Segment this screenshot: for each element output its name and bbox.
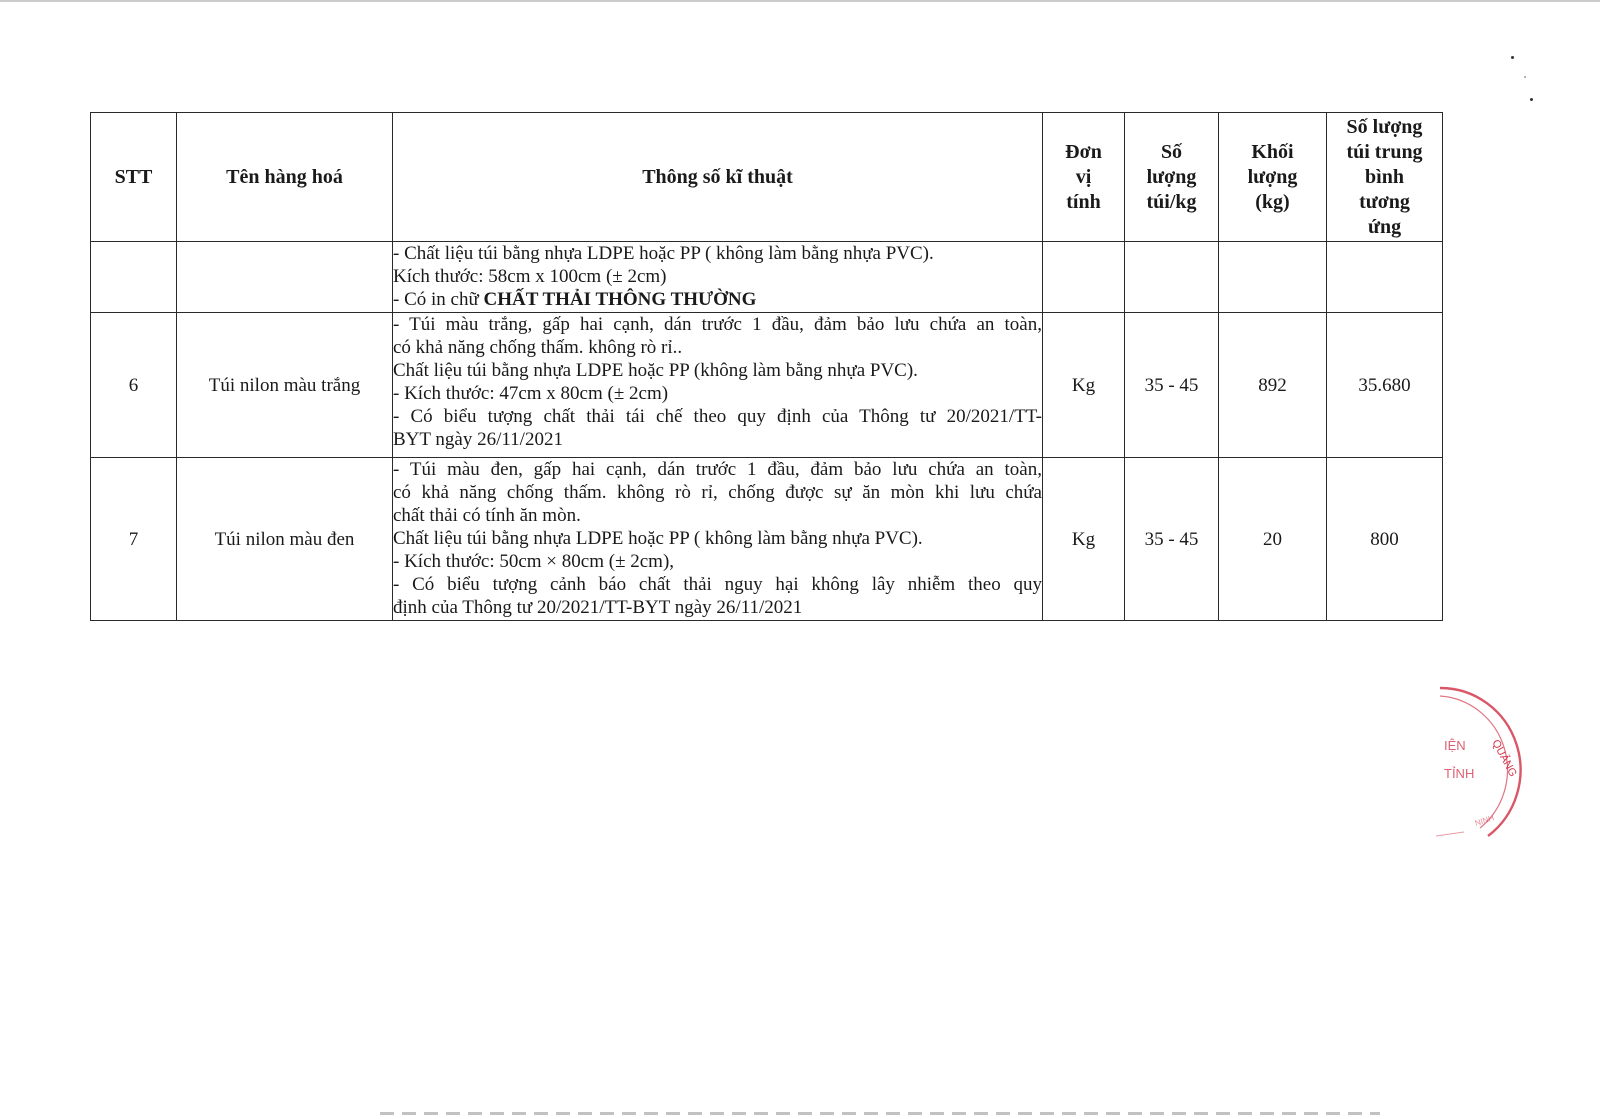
header-avg-line: Số lượng: [1346, 115, 1423, 138]
spec-line: định của Thông tư 20/2021/TT-BYT ngày 26/11/2021: [393, 597, 803, 618]
cell-name: [177, 242, 393, 313]
cell-weight: 20: [1219, 458, 1327, 621]
header-avg-line: ứng: [1367, 215, 1402, 238]
header-unit-line: tính: [1066, 190, 1101, 213]
spec-line: Kích thước: 58cm x 100cm (± 2cm): [393, 266, 667, 287]
header-row: [91, 113, 1443, 242]
spec-line: có khả năng chống thấm. không rò rỉ, chống được sự ăn mòn khi lưu chứa: [393, 482, 1042, 503]
header-avg-count: [1327, 113, 1443, 242]
cell-unit: Kg: [1043, 313, 1125, 458]
cell-spec: [393, 458, 1043, 621]
header-avg-line: bình: [1365, 165, 1404, 188]
cell-name: Túi nilon màu đen: [177, 458, 393, 621]
cell-unit: Kg: [1043, 458, 1125, 621]
spec-line: chất thải có tính ăn mòn.: [393, 505, 581, 526]
cell-qty-per-kg: 35 - 45: [1125, 313, 1219, 458]
header-weight-line: lượng: [1247, 165, 1298, 188]
header-qty-line: túi/kg: [1146, 190, 1197, 213]
specification-table: [90, 112, 1443, 621]
header-avg-line: tương: [1359, 190, 1410, 213]
spec-line: có khả năng chống thấm. không rò rỉ..: [393, 337, 683, 358]
header-stt: STT: [91, 113, 177, 242]
seal-text-ien: IỆN: [1444, 738, 1466, 753]
official-seal-stamp: [1444, 686, 1540, 856]
table-row: [91, 458, 1443, 621]
cell-spec: [393, 313, 1043, 458]
header-name: Tên hàng hoá: [177, 113, 393, 242]
cell-avg-count: 800: [1327, 458, 1443, 621]
header-unit: [1043, 113, 1125, 242]
spec-line: BYT ngày 26/11/2021: [393, 429, 563, 450]
header-spec: Thông số kĩ thuật: [393, 113, 1043, 242]
spec-line: Chất liệu túi bằng nhựa LDPE hoặc PP (không làm bằng nhựa PVC).: [393, 360, 918, 381]
spec-line: - Túi màu đen, gấp hai cạnh, dán trước 1 đầu, đảm bảo lưu chứa an toàn,: [393, 459, 1042, 480]
scan-speck: [1511, 56, 1514, 59]
table-header: [91, 113, 1443, 242]
spec-line: - Có biểu tượng cảnh báo chất thải nguy hại không lây nhiễm theo quy: [393, 574, 1042, 595]
table-row: [91, 313, 1443, 458]
header-qty-per-kg: [1125, 113, 1219, 242]
spec-line: - Có biểu tượng chất thải tái chế theo quy định của Thông tư 20/2021/TT-: [393, 406, 1042, 427]
header-qty-line: lượng: [1146, 165, 1197, 188]
spec-line-with-bold: [393, 288, 1042, 311]
cell-avg-count: [1327, 242, 1443, 313]
cell-weight: 892: [1219, 313, 1327, 458]
cell-spec: [393, 242, 1043, 313]
table-row: [91, 242, 1443, 313]
cell-stt: [91, 242, 177, 313]
table-body: [91, 242, 1443, 621]
cell-qty-per-kg: 35 - 45: [1125, 458, 1219, 621]
header-weight: [1219, 113, 1327, 242]
header-weight-line: (kg): [1255, 190, 1290, 213]
header-weight-line: Khối: [1251, 140, 1294, 163]
cell-stt: 6: [91, 313, 177, 458]
header-unit-line: Đơn: [1065, 140, 1102, 163]
cell-qty-per-kg: [1125, 242, 1219, 313]
seal-text-ninh: NINH: [1473, 813, 1496, 828]
seal-text-quang: QUẢNG: [1489, 737, 1519, 780]
scan-top-edge: [0, 0, 1600, 2]
scan-speck: [1530, 98, 1533, 101]
spec-bold-label: CHẤT THẢI THÔNG THƯỜNG: [483, 289, 757, 310]
cell-weight: [1219, 242, 1327, 313]
header-qty-line: Số: [1160, 140, 1183, 163]
spec-line: - Kích thước: 50cm × 80cm (± 2cm),: [393, 551, 675, 572]
spec-line: - Chất liệu túi bằng nhựa LDPE hoặc PP ( không làm bằng nhựa PVC).: [393, 243, 934, 264]
cell-avg-count: 35.680: [1327, 313, 1443, 458]
header-avg-line: túi trung: [1346, 140, 1423, 163]
spec-line: Chất liệu túi bằng nhựa LDPE hoặc PP ( không làm bằng nhựa PVC).: [393, 528, 923, 549]
spec-line-prefix: - Có in chữ: [393, 289, 484, 310]
seal-text-tinh: TỈNH: [1444, 766, 1475, 781]
cell-stt: 7: [91, 458, 177, 621]
cell-unit: [1043, 242, 1125, 313]
spec-line: - Kích thước: 47cm x 80cm (± 2cm): [393, 383, 669, 404]
scan-bottom-edge: [380, 1112, 1380, 1115]
scan-speck: [1524, 76, 1526, 78]
cell-name: Túi nilon màu trắng: [177, 313, 393, 458]
header-unit-line: vị: [1075, 165, 1092, 188]
spec-line: - Túi màu trắng, gấp hai cạnh, dán trước 1 đầu, đảm bảo lưu chứa an toàn,: [393, 314, 1042, 335]
